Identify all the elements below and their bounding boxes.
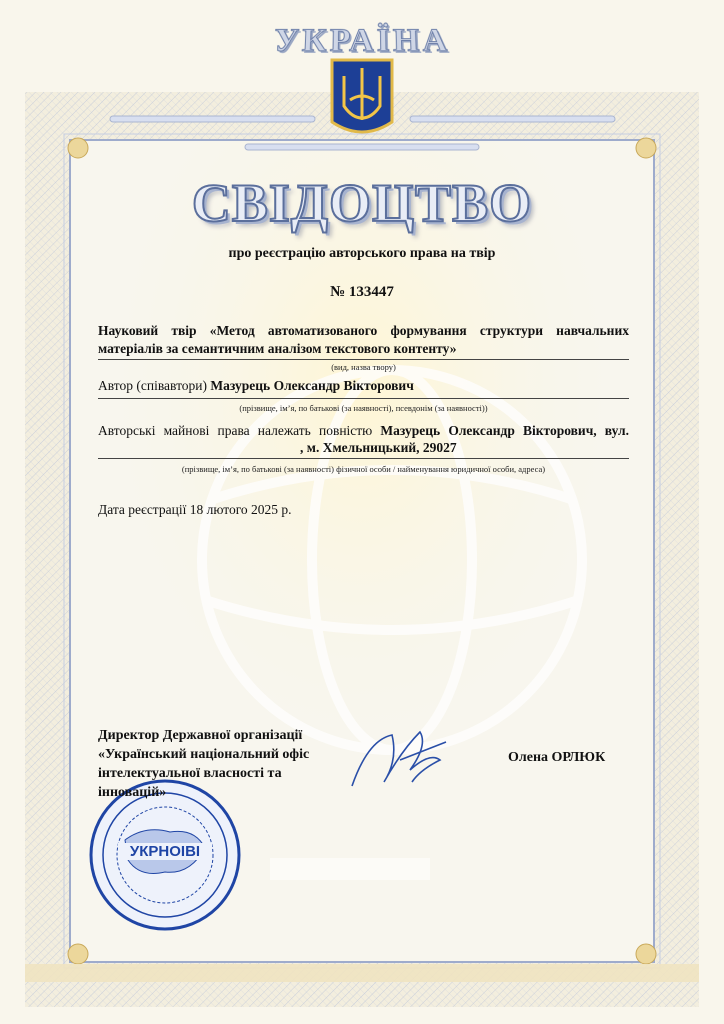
document-subtitle: про реєстрацію авторського права на твір: [228, 246, 496, 261]
work-title: Науковий твір «Метод автоматизованого формування структури навчальних матеріалів за семантичним аналізом текстового контенту»: [98, 323, 629, 356]
owner-row: [98, 423, 629, 439]
registration-date: Дата реєстрації 18 лютого 2025 р.: [98, 502, 292, 517]
divider: [98, 398, 629, 399]
document-title: СВІДОЦТВО: [191, 173, 533, 233]
coat-of-arms-icon: [332, 60, 392, 132]
owner-caption: (прізвище, ім’я, по батькові (за наявності) фізичної особи / найменування юридичної особи, адреса): [181, 464, 546, 474]
work-caption: (вид, назва твору): [331, 362, 396, 372]
certificate-number: № 133447: [330, 284, 394, 300]
author-label: Автор (співавтори): [98, 378, 208, 393]
author-row: [98, 378, 629, 394]
author-value: Мазурець Олександр Вікторович: [210, 378, 414, 393]
owner-value-line2: , м. Хмельницький, 29027: [300, 440, 457, 455]
divider: [98, 458, 629, 459]
signatory-position: Директор Державної організації «Український національний офіс інтелектуальної власності та інновацій»: [98, 728, 310, 800]
owner-label: Авторські майнові права належать повністю: [98, 423, 373, 438]
owner-value-line1: Мазурець Олександр Вікторович, вул.: [380, 423, 629, 438]
country-header: УКРАЇНА: [272, 22, 452, 59]
author-caption: (прізвище, ім’я, по батькові (за наявності), псевдонім (за наявності)): [239, 403, 488, 413]
seal-center-text: УКРНОІВІ: [118, 843, 212, 860]
divider: [98, 359, 629, 360]
signatory-name: Олена ОРЛЮК: [508, 750, 606, 765]
